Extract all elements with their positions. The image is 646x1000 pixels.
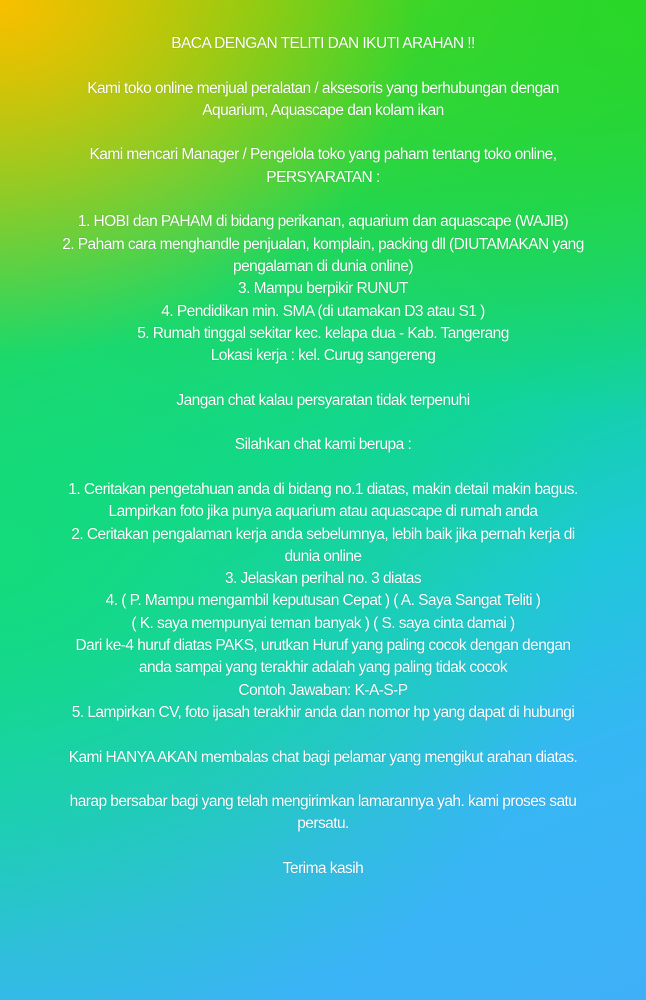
requirement-5: 5. Rumah tinggal sekitar kec. kelapa dua - Kab. Tangerang: [137, 324, 509, 342]
chat-item-2: 2. Ceritakan pengalaman kerja anda sebelumnya, lebih baik jika pernah kerja di dunia online: [71, 525, 575, 565]
requirement-3: 3. Mampu berpikir RUNUT: [238, 280, 408, 298]
chat-item-1: 1. Ceritakan pengetahuan anda di bidang no.1 diatas, makin detail makin bagus. Lampirkan foto jika punya aquarium atau aquascape di rumah anda: [68, 480, 578, 521]
heading: BACA DENGAN TELITI DAN IKUTI ARAHAN !!: [171, 35, 475, 52]
patience-note: harap bersabar bagi yang telah mengirimkan lamarannya yah. kami proses satu persatu.: [69, 793, 577, 833]
chat-item-3: 3. Jelaskan perihal no. 3 diatas: [224, 570, 422, 588]
requirement-4: 4. Pendidikan min. SMA (di utamakan D3 atau S1 ): [161, 302, 485, 320]
chat-item-5: 5. Lampirkan CV, foto ijasah terakhir anda dan nomor hp yang dapat di hubungi: [71, 703, 575, 721]
work-location: Lokasi kerja : kel. Curug sangereng: [210, 347, 436, 365]
store-description: Kami toko online menjual peralatan / aksesoris yang berhubungan dengan Aquarium, Aquascape dan kolam ikan: [87, 79, 559, 119]
closing-text: Terima kasih: [282, 859, 364, 877]
seeking-manager: Kami mencari Manager / Pengelola toko yang paham tentang toko online, PERSYARATAN :: [89, 146, 557, 186]
chat-intro: Silahkan chat kami berupa :: [234, 436, 412, 454]
requirement-1: 1. HOBI dan PAHAM di bidang perikanan, aquarium dan aquascape (WAJIB): [77, 213, 569, 231]
requirement-2: 2. Paham cara menghandle penjualan, komplain, packing dll (DIUTAMAKAN yang pengalaman di dunia online): [62, 235, 584, 275]
warning-text: Jangan chat kalau persyaratan tidak terpenuhi: [176, 391, 470, 409]
chat-item-4: 4. ( P. Mampu mengambil keputusan Cepat ) ( A. Saya Sangat Teliti ) ( K. saya mempunyai teman banyak ) ( S. saya cinta damai ) Dari ke-4 huruf diatas PAKS, urutkan Huruf yang paling cocok dengan dengan anda sampai yang terakhir adalah yang paling tidak cocok Contoh Jawaban: K-A-S-P: [75, 592, 571, 699]
reply-notice: Kami HANYA AKAN membalas chat bagi pelamar yang mengikut arahan diatas.: [68, 748, 578, 766]
